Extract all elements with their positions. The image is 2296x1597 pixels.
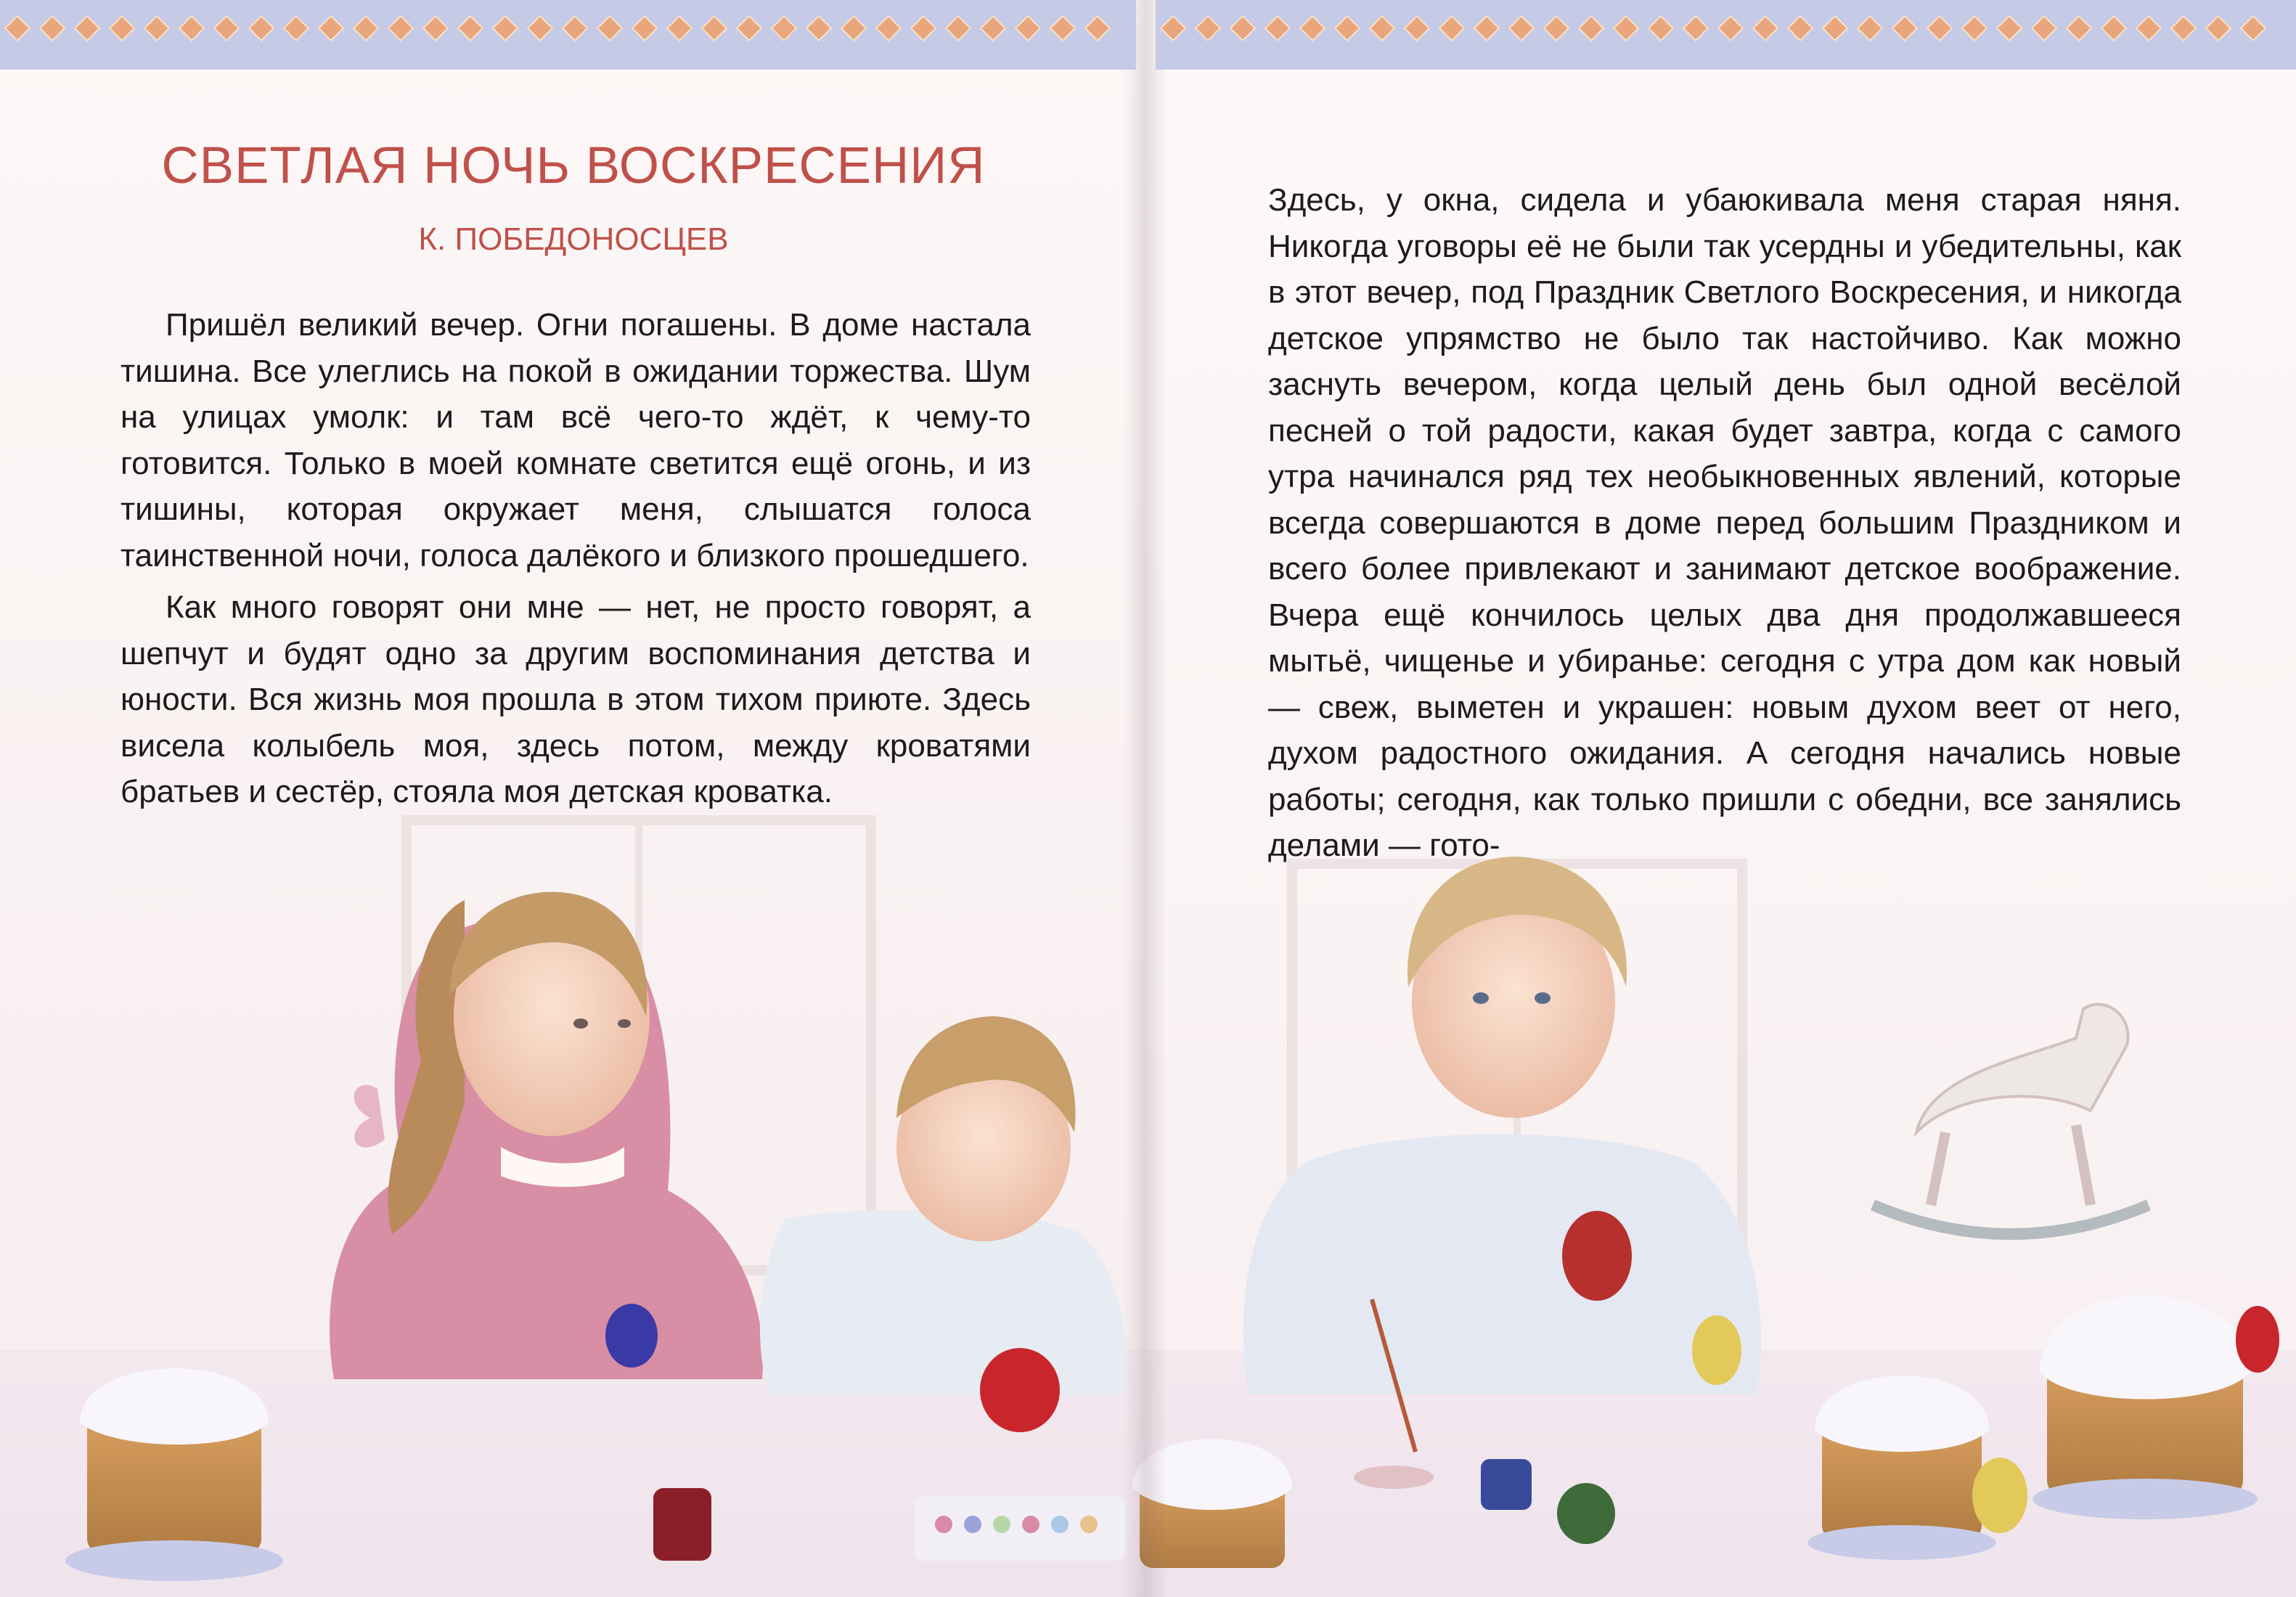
paragraph: Пришёл великий вечер. Огни погашены. В доме настала тишина. Все улеглись на покой в ожидании торжества. Шум на улицах умолк: и там всё чего-то ждёт, к чему-то готовится. Только в моей комнате светится ещё огонь, и из тишины, которая окружает меня, слышатся голоса таинственной ночи, голоса далёкого и близкого прошедшего.: [120, 307, 1031, 573]
diamond-ornament-row: [1156, 15, 2296, 42]
story-title: СВЕТЛАЯ НОЧЬ ВОСКРЕСЕНИЯ: [161, 137, 986, 195]
right-page-text: [1268, 177, 2181, 869]
paint-jar: [653, 1488, 711, 1561]
easter-egg: [2236, 1306, 2279, 1373]
easter-egg: [605, 1304, 658, 1368]
story-author: К. ПОБЕДОНОСЦЕВ: [418, 221, 729, 257]
easter-cake: [65, 1368, 283, 1581]
paragraph: Как много говорят они мне — нет, не просто говорят, а шепчут и будят одно за другим воспоминания детства и юности. Вся жизнь моя прошла в этом тихом приюте. Здесь висела колыбель моя, здесь потом, между кроватями братьев и сестёр, стояла моя детская кроватка.: [120, 589, 1031, 809]
easter-egg: [1692, 1315, 1741, 1385]
boy-figure: [760, 1016, 1127, 1432]
girl-figure: [330, 892, 763, 1379]
older-boy-figure: [1243, 857, 1761, 1452]
paragraph: Здесь, у окна, сидела и убаюкивала меня старая няня. Никогда уговоры её не были так усердны и убедительны, как в этот вечер, под Праздник Светлого Воскресения, и никогда детское упрямство не было так настойчиво. Как можно заснуть вечером, когда целый день был одной весёлой песней о той радости, какая будет завтра, когда с самого утра начинался ряд тех необыкновенных явлений, которые всегда совершаются в доме перед большим Праздником и всего более привлекают и занимают детское воображение. Вчера ещё кончилось целых два дня продолжавшееся мытьё, чищенье и убиранье: сегодня с утра дом как новый — свеж, выметен и украшен: новым духом веет от него, духом радостного ожидания. А сегодня начались новые работы; сегодня, как только пришли с обедни, все занялись делами — гото-: [1268, 182, 2181, 863]
decorative-border-right: [1156, 0, 2296, 70]
easter-cake: [1807, 1376, 1996, 1560]
easter-cake: [2033, 1296, 2258, 1519]
diamond-ornament-row: [0, 15, 1136, 42]
paint-dish: [1354, 1466, 1434, 1489]
book-gutter: [1124, 0, 1167, 1597]
easter-egg: [1972, 1458, 2027, 1533]
paint-jar: [1481, 1459, 1532, 1510]
rocking-horse: [1873, 1005, 2149, 1234]
left-page-text: [120, 302, 1031, 815]
easter-egg: [1557, 1483, 1615, 1544]
decorative-border-left: [0, 0, 1136, 70]
